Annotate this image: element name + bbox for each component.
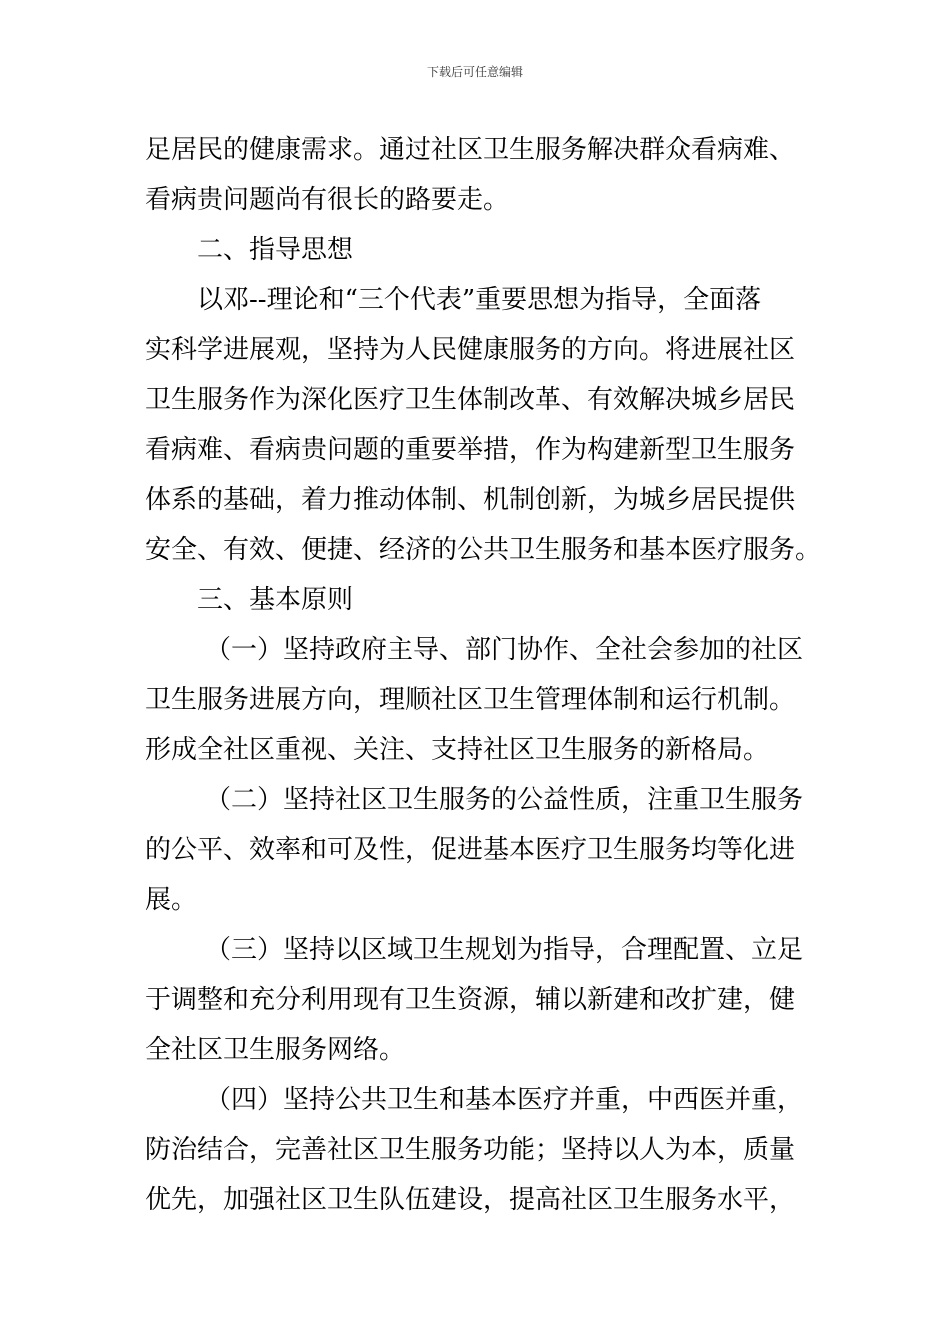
- body-line: 优先，加强社区卫生队伍建设，提高社区卫生服务水平，: [145, 1185, 796, 1215]
- body-line: 看病贵问题尚有很长的路要走。: [145, 185, 510, 215]
- body-line: 形成全社区重视、关注、支持社区卫生服务的新格局。: [145, 735, 770, 765]
- body-line: （三）坚持以区域卫生规划为指导，合理配置、立足: [205, 935, 804, 965]
- body-line: 安全、有效、便捷、经济的公共卫生服务和基本医疗服务。: [145, 535, 822, 565]
- body-line: 实科学进展观，坚持为人民健康服务的方向。将进展社区: [145, 335, 796, 365]
- body-line: （一）坚持政府主导、部门协作、全社会参加的社区: [205, 635, 804, 665]
- body-line: （二）坚持社区卫生服务的公益性质，注重卫生服务: [205, 785, 804, 815]
- body-line: 的公平、效率和可及性，促进基本医疗卫生服务均等化进: [145, 835, 796, 865]
- body-line: 防治结合，完善社区卫生服务功能；坚持以人为本，质量: [145, 1135, 796, 1165]
- section-heading-guiding-thought: 二、指导思想: [197, 235, 354, 265]
- body-line: 以邓--理论和“三个代表”重要思想为指导，全面落: [197, 285, 762, 315]
- section-heading-basic-principles: 三、基本原则: [197, 585, 354, 615]
- body-line: 看病难、看病贵问题的重要举措，作为构建新型卫生服务: [145, 435, 796, 465]
- body-line: 卫生服务作为深化医疗卫生体制改革、有效解决城乡居民: [145, 385, 796, 415]
- document-body: [145, 125, 822, 1225]
- body-line: 卫生服务进展方向，理顺社区卫生管理体制和运行机制。: [145, 685, 796, 715]
- body-line: 足居民的健康需求。通过社区卫生服务解决群众看病难、: [145, 135, 796, 165]
- body-line: 全社区卫生服务网络。: [145, 1035, 406, 1065]
- body-line: （四）坚持公共卫生和基本医疗并重，中西医并重，: [205, 1085, 804, 1115]
- page-header-note: 下载后可任意编辑: [426, 65, 523, 79]
- body-line: 体系的基础，着力推动体制、机制创新，为城乡居民提供: [145, 485, 796, 515]
- body-line: 展。: [145, 885, 198, 915]
- body-line: 于调整和充分利用现有卫生资源，辅以新建和改扩建，健: [145, 985, 796, 1015]
